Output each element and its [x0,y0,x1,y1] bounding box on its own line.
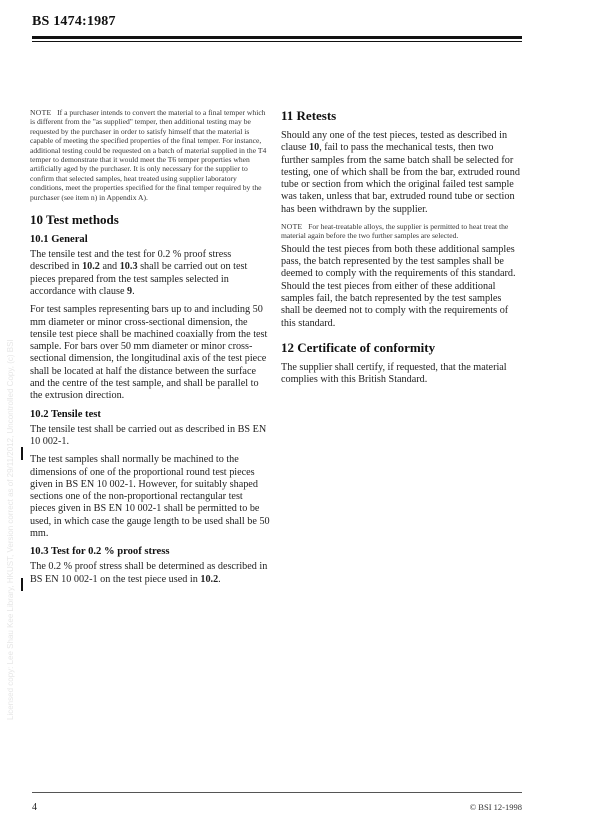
paragraph-general-1 [30,249,270,298]
text-run: . [132,285,135,297]
text-run: The tensile test and the test for 0.2 % proof stress described in [30,249,232,273]
subsection-heading-general: 10.1 General [30,234,88,246]
subsection-heading-tensile-test: 10.2 Tensile test [30,408,101,420]
text-run: , fail to pass the mechanical tests, then two further samples from the same batch shall be selected for testing, one of which shall be from the bar, extruded round tube or section from which the original failed test sample was taken, unless that bar, extruded round tube or section has been withdrawn by the supplier. [281,142,520,215]
paragraph-general-2: For test samples representing bars up to and including 50 mm diameter or minor cross-sectional dimension, the tensile test piece shall be machined coaxially from the test sample. For bars over 50 mm diameter or minor cross-sectional dimension, the longitudinal axis of the test piece shall be located at half the distance between the surface and the centre of the test sample, and shall be parallel to the extrusion direction. [30,304,268,402]
paragraph-retests-2: Should the test pieces from both these additional samples pass, the batch represented by the test samples shall be deemed to comply with the requirements of this standard. Should the test pieces from either of these additional samples fail, the batch represented by the test samples shall be deemed not to comply with the requirements of this standard. [281,243,516,329]
subsection-heading-proof-stress: 10.3 Test for 0.2 % proof stress [30,546,170,558]
footer-rule [32,792,522,793]
note-text: For heat-treatable alloys, the supplier is permitted to heat treat the material again before the two further samples are selected. [281,222,509,241]
paragraph-tensile-2: The test samples shall normally be machined to the dimensions of one of the proportional round test pieces given in BS EN 10 002-1. However, for suitably shaped sections one of the non-proportional rectangular test pieces given in BS EN 10 002-1 shall be permitted to be used, in which case the gauge length to be used shall be 50 mm. [30,454,270,539]
text-run: Should any one of the test pieces, tested as described in clause [281,130,508,154]
clause-ref: 10.3 [119,261,138,273]
section-heading-certificate: 12 Certificate of conformity [281,339,436,355]
page-number: 4 [32,802,37,813]
note-text: If a purchaser intends to convert the material to a final temper which is different from the "as supplied" temper, then additional testing may be requested by the purchaser in order to satisfy himself that the material is capable of meeting the specified properties of the final temper. For instance, additional testing could be requested on a batch of material supplied in the T4 temper to demonstrate that it would meet the T6 temper properties when artificially aged by the purchaser. It is only necessary for the supplier to confirm that selected samples, heat treated using supplier laboratory conditions, meet the properties specified for the final temper required by the purchaser (see item n) in Appendix A). [30,108,267,202]
paragraph-retests-1 [281,130,521,216]
text-run: . [218,573,221,585]
clause-ref: 9 [127,285,133,297]
section-heading-test-methods: 10 Test methods [30,212,119,228]
text-run: and [99,261,120,273]
purchaser-note [30,108,270,202]
paragraph-proof-stress [30,561,270,586]
heat-treatable-note [281,222,521,241]
section-heading-retests: 11 Retests [281,108,337,123]
note-tag: NOTE [30,108,52,117]
change-bar [21,578,23,591]
note-tag: NOTE [281,222,303,232]
watermark-text: Licensed copy: Lee Shau Kee Library, HKUST, Version correct as of 29/11/2012, Uncontrolled Copy, (c) BSI [6,339,15,720]
left-column [30,108,270,592]
licence-watermark [6,130,18,720]
change-bar [21,447,23,460]
text-run: shall be carried out on test pieces prepared from the test samples selected in accordance with clause [30,261,248,297]
paragraph-tensile-1: The tensile test shall be carried out as described in BS EN 10 002-1. [30,423,267,447]
clause-ref: 10.2 [200,573,219,585]
clause-ref: 10 [309,142,320,154]
paragraph-certificate: The supplier shall certify, if requested, that the material complies with this British Standard. [281,361,507,386]
text-run: The 0.2 % proof stress shall be determined as described in BS EN 10 002-1 on the test piece used in [30,561,268,585]
clause-ref: 10.2 [82,261,100,273]
header-rule-thick [32,36,522,39]
header-rule-thin [32,41,522,42]
copyright-notice: © BSI 12-1998 [469,802,522,812]
right-column [281,108,521,393]
document-header-title: BS 1474:1987 [32,14,116,29]
